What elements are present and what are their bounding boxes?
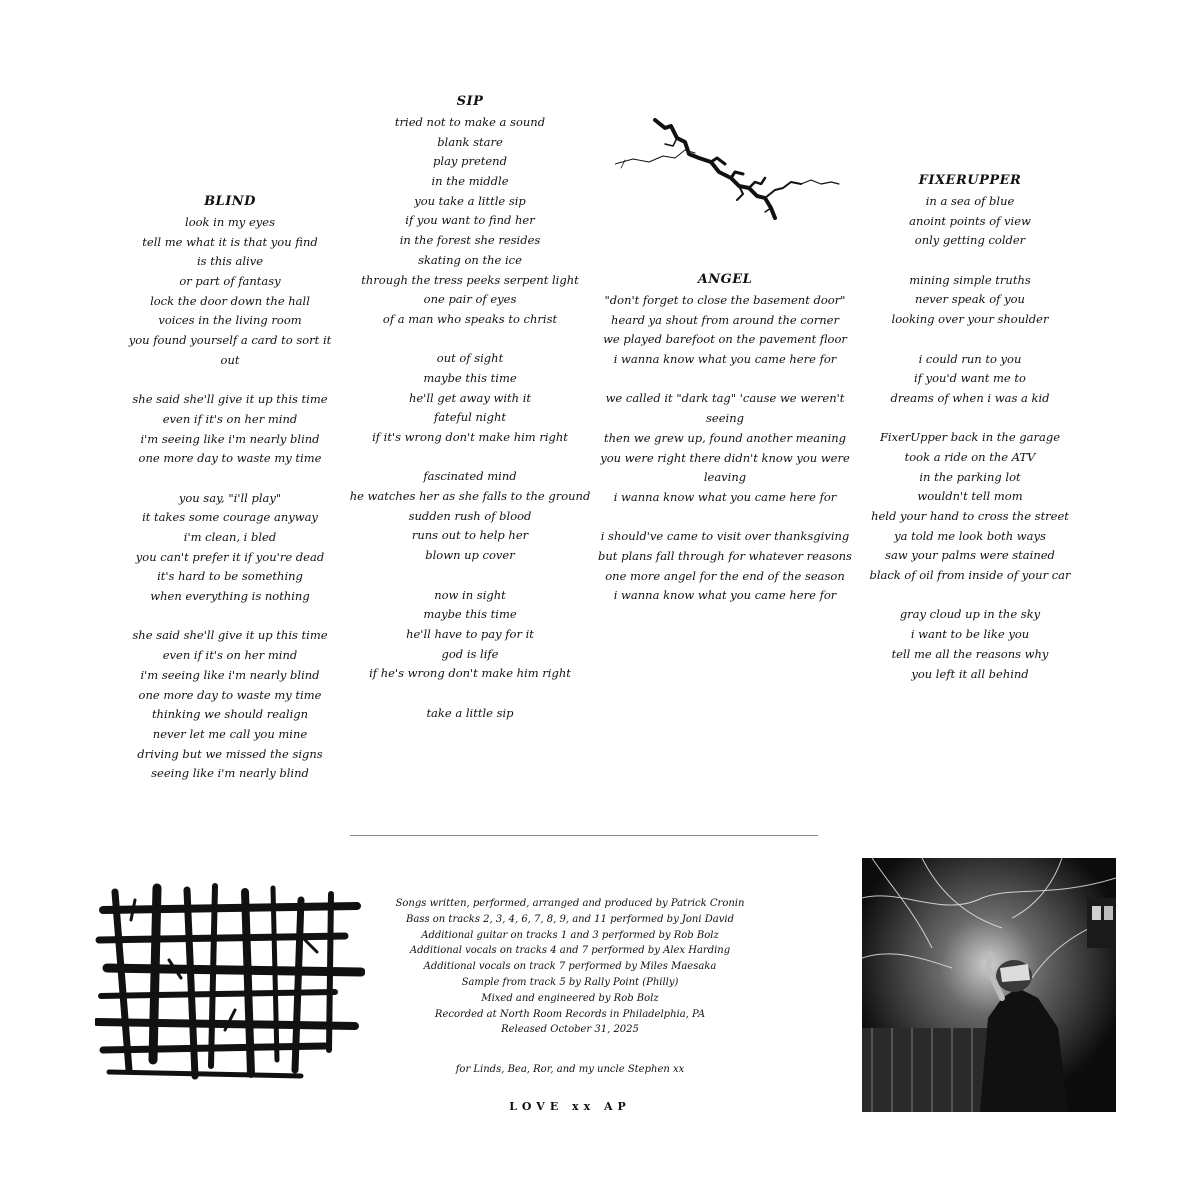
lyric-line: took a ride on the ATV <box>904 449 1036 464</box>
lyric-line: he watches her as she falls to the ground <box>349 489 591 504</box>
lyric-line <box>840 330 1100 350</box>
song-title-fixerupper: FIXERUPPER <box>918 173 1022 188</box>
lyric-line: runs out to help her <box>411 528 529 543</box>
credits-block <box>385 896 755 1113</box>
lyric-line <box>340 330 600 350</box>
brush-grid-illustration <box>95 880 365 1085</box>
lyrics-blind-lines <box>105 213 355 784</box>
lyric-line: one pair of eyes <box>423 292 517 307</box>
lyric-line: mining simple truths <box>909 272 1031 287</box>
song-title-angel: ANGEL <box>697 272 753 287</box>
lyric-line: look in my eyes <box>185 215 275 229</box>
lyric-line: maybe this time <box>423 370 517 385</box>
lyric-line: we played barefoot on the pavement floor <box>603 332 847 347</box>
lyric-line: then we grew up, found another meaning <box>603 430 847 445</box>
lyric-line: lock the door down the hall <box>150 293 310 308</box>
lyric-line: if he's wrong don't make him right <box>369 666 571 681</box>
lyric-line: i could run to you <box>918 351 1022 366</box>
lyric-line: seeing <box>706 411 744 426</box>
lyric-line: but plans fall through for whatever reasons <box>598 548 852 563</box>
lyric-line: if it's wrong don't make him right <box>372 430 568 444</box>
lyric-line: driving but we missed the signs <box>137 746 323 761</box>
lyric-line: take a little sip <box>426 705 514 720</box>
lyrics-sip <box>340 94 600 723</box>
bw-photo-figure <box>862 858 1116 1112</box>
crack-illustration <box>615 112 840 222</box>
lyric-line: when everything is nothing <box>150 589 310 604</box>
lyric-line <box>105 607 355 627</box>
dedication-text: for Linds, Bea, Ror, and my uncle Stephen xx <box>455 1064 685 1076</box>
lyric-line: i'm clean, i bled <box>183 530 277 544</box>
lyric-line: only getting colder <box>914 233 1026 248</box>
lyric-line: in the middle <box>431 174 509 189</box>
lyric-line: it's hard to be something <box>157 569 303 584</box>
lyric-line: i'm seeing like i'm nearly blind <box>140 667 320 682</box>
lyric-line: of a man who speaks to christ <box>382 311 558 326</box>
lyric-line: you were right there didn't know you were <box>600 450 850 465</box>
lyric-line: Released October 31, 2025 <box>501 1024 639 1036</box>
song-title-blind: BLIND <box>204 194 256 209</box>
lyric-line: Additional vocals on tracks 4 and 7 performed by Alex Harding <box>409 945 731 957</box>
signoff-text: LOVE xx AP <box>509 1099 631 1113</box>
lyric-line: black of oil from inside of your car <box>869 568 1071 583</box>
lyric-line: tell me all the reasons why <box>891 646 1049 661</box>
lyric-line: Additional guitar on tracks 1 and 3 performed by Rob Bolz <box>421 929 719 941</box>
lyric-line <box>840 409 1100 429</box>
lyrics-fixerupper <box>840 173 1100 684</box>
lyric-line: FixerUpper back in the garage <box>879 430 1061 445</box>
lyric-line: one more day to waste my time <box>138 451 322 466</box>
lyric-line: i wanna know what you came here for <box>613 588 837 603</box>
lyric-line: i should've came to visit over thanksgiving <box>600 529 850 544</box>
lyric-line: you found yourself a card to sort it <box>128 333 332 348</box>
lyric-line: looking over your shoulder <box>891 312 1049 327</box>
lyric-line: gray cloud up in the sky <box>899 607 1041 622</box>
lyric-line: i wanna know what you came here for <box>613 489 837 504</box>
lyric-line: play pretend <box>433 154 507 169</box>
lyrics-blind <box>105 194 355 784</box>
lyric-line: blown up cover <box>425 548 515 563</box>
lyric-line: voices in the living room <box>158 313 302 328</box>
lyric-line: she said she'll give it up this time <box>132 628 328 643</box>
lyric-line: we called it "dark tag" 'cause we weren't <box>605 391 845 406</box>
lyric-line: never speak of you <box>915 292 1025 307</box>
lyric-line: you left it all behind <box>911 666 1029 681</box>
lyric-line <box>840 586 1100 606</box>
lyric-line: sudden rush of blood <box>408 508 532 523</box>
lyric-line: or part of fantasy <box>179 274 281 289</box>
lyric-line: god is life <box>441 646 499 661</box>
lyric-line: ya told me look both ways <box>894 528 1046 543</box>
lyric-line: out <box>220 352 240 367</box>
lyric-line <box>105 469 355 489</box>
lyric-line: Bass on tracks 2, 3, 4, 6, 7, 8, 9, and 11 performed by Joni David <box>406 913 734 925</box>
lyric-line: held your hand to cross the street <box>871 509 1069 523</box>
lyrics-angel <box>590 272 860 606</box>
lyric-line: one more angel for the end of the season <box>605 568 845 583</box>
lyric-line: leaving <box>703 470 747 485</box>
lyric-line: through the tress peeks serpent light <box>361 272 579 287</box>
lyric-line: thinking we should realign <box>151 707 309 722</box>
lyric-line: you take a little sip <box>414 193 526 208</box>
lyric-line: i wanna know what you came here for <box>613 352 837 367</box>
lyric-line: if you'd want me to <box>914 371 1026 386</box>
lyrics-fixerupper-lines <box>840 192 1100 684</box>
credits-lines <box>385 896 755 1038</box>
lyric-line: blank stare <box>437 134 503 149</box>
lyric-line: you say, "i'll play" <box>178 490 282 505</box>
lyric-line: now in sight <box>434 587 506 602</box>
lyric-line: skating on the ice <box>418 252 522 267</box>
lyric-line <box>340 448 600 468</box>
lyric-line: fascinated mind <box>423 469 517 484</box>
lyric-line: "don't forget to close the basement door" <box>604 293 846 307</box>
lyric-line: dreams of when i was a kid <box>890 390 1050 405</box>
lyric-line: tell me what it is that you find <box>142 234 318 249</box>
lyrics-sip-lines <box>340 113 600 723</box>
lyric-line: is this alive <box>196 254 263 269</box>
song-title-sip: SIP <box>456 94 484 109</box>
lyric-line: it takes some courage anyway <box>142 510 318 525</box>
lyric-line: if you want to find her <box>405 213 535 228</box>
lyric-line: anoint points of view <box>909 213 1031 228</box>
lyric-line: i want to be like you <box>910 627 1030 642</box>
lyric-line <box>340 684 600 704</box>
lyric-line: tried not to make a sound <box>394 115 546 129</box>
lyric-line <box>340 566 600 586</box>
lyric-line: saw your palms were stained <box>885 548 1055 563</box>
lyric-line: seeing like i'm nearly blind <box>151 766 309 781</box>
lyric-line: fateful night <box>433 410 506 425</box>
lyric-line: Additional vocals on track 7 performed by Miles Maesaka <box>423 961 717 973</box>
lyric-line <box>105 371 355 391</box>
lyric-line <box>840 251 1100 271</box>
lyric-line: Songs written, performed, arranged and produced by Patrick Cronin <box>395 898 745 909</box>
lyric-line: you can't prefer it if you're dead <box>135 549 325 564</box>
lyric-line: one more day to waste my time <box>138 687 322 702</box>
lyric-line: wouldn't tell mom <box>917 489 1023 504</box>
lyric-line: never let me call you mine <box>152 726 308 741</box>
lyric-line <box>590 370 860 390</box>
lyric-line: he'll get away with it <box>408 390 532 405</box>
lyric-line: in the forest she resides <box>399 233 541 248</box>
lyric-line: in a sea of blue <box>925 194 1015 208</box>
lyric-line: in the parking lot <box>919 469 1021 484</box>
section-divider <box>350 835 818 836</box>
lyric-line: she said she'll give it up this time <box>132 392 328 407</box>
lyric-line: Sample from track 5 by Rally Point (Philly) <box>461 976 679 988</box>
lyric-line: heard ya shout from around the corner <box>611 312 839 327</box>
lyric-line: he'll have to pay for it <box>406 626 534 641</box>
lyrics-angel-lines <box>590 291 860 606</box>
lyric-line: Mixed and engineered by Rob Bolz <box>481 992 659 1004</box>
lyric-line <box>590 508 860 528</box>
lyric-line: out of sight <box>436 351 504 366</box>
lyric-line: even if it's on her mind <box>162 411 298 426</box>
lyric-line: maybe this time <box>423 607 517 622</box>
lyric-line: i'm seeing like i'm nearly blind <box>140 431 320 446</box>
lyric-line: even if it's on her mind <box>162 648 298 663</box>
lyric-line: Recorded at North Room Records in Philadelphia, PA <box>434 1008 706 1020</box>
